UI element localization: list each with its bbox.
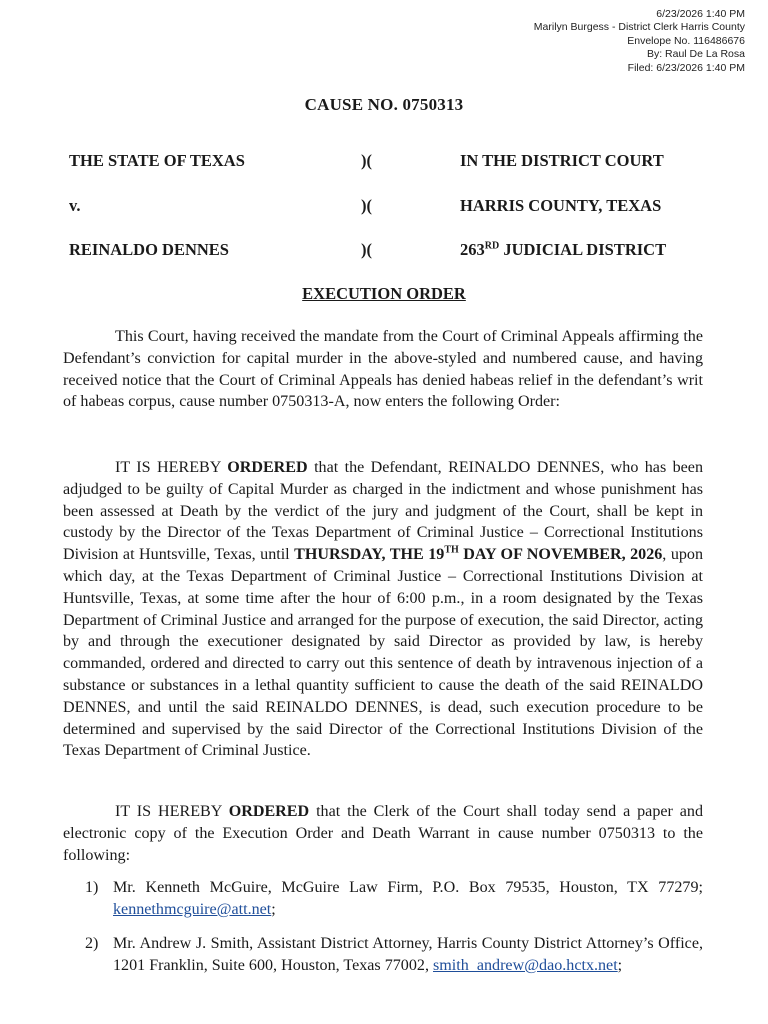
order-paragraph bbox=[63, 457, 703, 762]
stamp-filed: Filed: 6/23/2026 1:40 PM bbox=[627, 61, 745, 74]
intro-paragraph: This Court, having received the mandate from the Court of Criminal Appeals affirming the Defendant’s conviction for capital murder in the above-styled and numbered cause, and having received notice that the Court of Criminal Appeals has denied habeas relief in the defendant’s writ of habeas corpus, cause number 0750313-A, now enters the following Order: bbox=[63, 328, 703, 411]
caption-versus: v. bbox=[69, 196, 81, 215]
district-ordinal: RD bbox=[484, 240, 500, 252]
district-number: 263 bbox=[460, 240, 485, 259]
order-text-lead: IT IS HEREBY bbox=[115, 459, 228, 476]
recipient-tail: ; bbox=[617, 957, 623, 974]
execution-date-ordinal: TH bbox=[444, 544, 459, 556]
caption-row-defendant bbox=[0, 240, 768, 262]
recipient-body bbox=[113, 877, 703, 921]
clerk-text-lead: IT IS HEREBY bbox=[115, 803, 229, 820]
recipient-email-link[interactable]: kennethmcguire@att.net bbox=[113, 901, 272, 918]
stamp-datetime: 6/23/2026 1:40 PM bbox=[656, 8, 745, 20]
order-text-body: that the Defendant, REINALDO DENNES, who has been adjudged to be guilty of Capital Murder as charged in the indictment and whose punishment has been assessed at Death by the verdict of the jury and judgment of the Court, shall be kept in custody by the Director of the Texas Department of Criminal Justice – Correctional Institutions Division at Huntsville, Texas, until bbox=[63, 459, 703, 564]
caption-separator: )( bbox=[361, 151, 372, 170]
caption-row-state bbox=[0, 151, 768, 173]
execution-date bbox=[294, 546, 662, 563]
ordered-keyword: ORDERED bbox=[227, 459, 308, 476]
recipient-number: 1) bbox=[85, 879, 99, 896]
recipient-body bbox=[113, 933, 703, 977]
execution-date-month-year: DAY OF NOVEMBER, 2026 bbox=[458, 546, 663, 564]
caption-county: HARRIS COUNTY, TEXAS bbox=[460, 196, 662, 215]
recipient-email-link[interactable]: smith_andrew@dao.hctx.net bbox=[433, 957, 618, 974]
caption-district bbox=[460, 240, 666, 260]
caption-separator: )( bbox=[361, 240, 372, 259]
recipient-tail: ; bbox=[271, 901, 276, 918]
cause-number: CAUSE NO. 0750313 bbox=[304, 95, 464, 114]
caption-separator: )( bbox=[361, 196, 372, 215]
stamp-envelope: Envelope No. 116486676 bbox=[627, 34, 745, 47]
caption-defendant: REINALDO DENNES bbox=[69, 240, 229, 259]
ordered-keyword: ORDERED bbox=[228, 803, 310, 820]
district-label: JUDICIAL DISTRICT bbox=[499, 240, 667, 259]
filing-stamp bbox=[415, 8, 745, 75]
clerk-paragraph bbox=[63, 801, 703, 866]
clerk-text-body: that the Clerk of the Court shall today send a paper and electronic copy of the Execution Order and Death Warrant in cause number 0750313 to the following: bbox=[63, 803, 703, 864]
caption-party-state: THE STATE OF TEXAS bbox=[69, 151, 245, 170]
recipient-address: Mr. Andrew J. Smith, Assistant District Attorney, Harris County District Attorney’s Office, 1201 Franklin, Suite 600, Houston, Texas 77002, bbox=[113, 935, 703, 974]
caption-court: IN THE DISTRICT COURT bbox=[460, 151, 664, 170]
caption-row-versus bbox=[0, 196, 768, 218]
recipient-item bbox=[85, 877, 703, 921]
recipient-item bbox=[85, 933, 703, 977]
recipient-number: 2) bbox=[85, 935, 99, 952]
document-title: EXECUTION ORDER bbox=[302, 284, 466, 303]
execution-date-day: THURSDAY, THE 19 bbox=[294, 546, 445, 564]
order-text-rest: , upon which day, at the Texas Department of Criminal Justice – Correctional Institutions Division at Huntsville, Texas, at some time after the hour of 6:00 p.m., in a room designated by the Texas Department of Criminal Justice and arranged for the purpose of execution, the said Director, acting by and through the executioner designated by said Director as provided by law, is hereby commanded, ordered and directed to carry out this sentence of death by intravenous injection of a substance or substances in a lethal quantity sufficient to cause the death of the said REINALDO DENNES, and until the said REINALDO DENNES, is dead, such execution procedure to be determined and supervised by the said Director of the Correctional Institutions Division of the Texas Department of Criminal Justice. bbox=[63, 546, 704, 760]
stamp-clerk: Marilyn Burgess - District Clerk Harris County bbox=[533, 21, 745, 34]
recipient-address: Mr. Kenneth McGuire, McGuire Law Firm, P.O. Box 79535, Houston, TX 77279; bbox=[113, 879, 703, 896]
stamp-by: By: Raul De La Rosa bbox=[646, 48, 745, 61]
